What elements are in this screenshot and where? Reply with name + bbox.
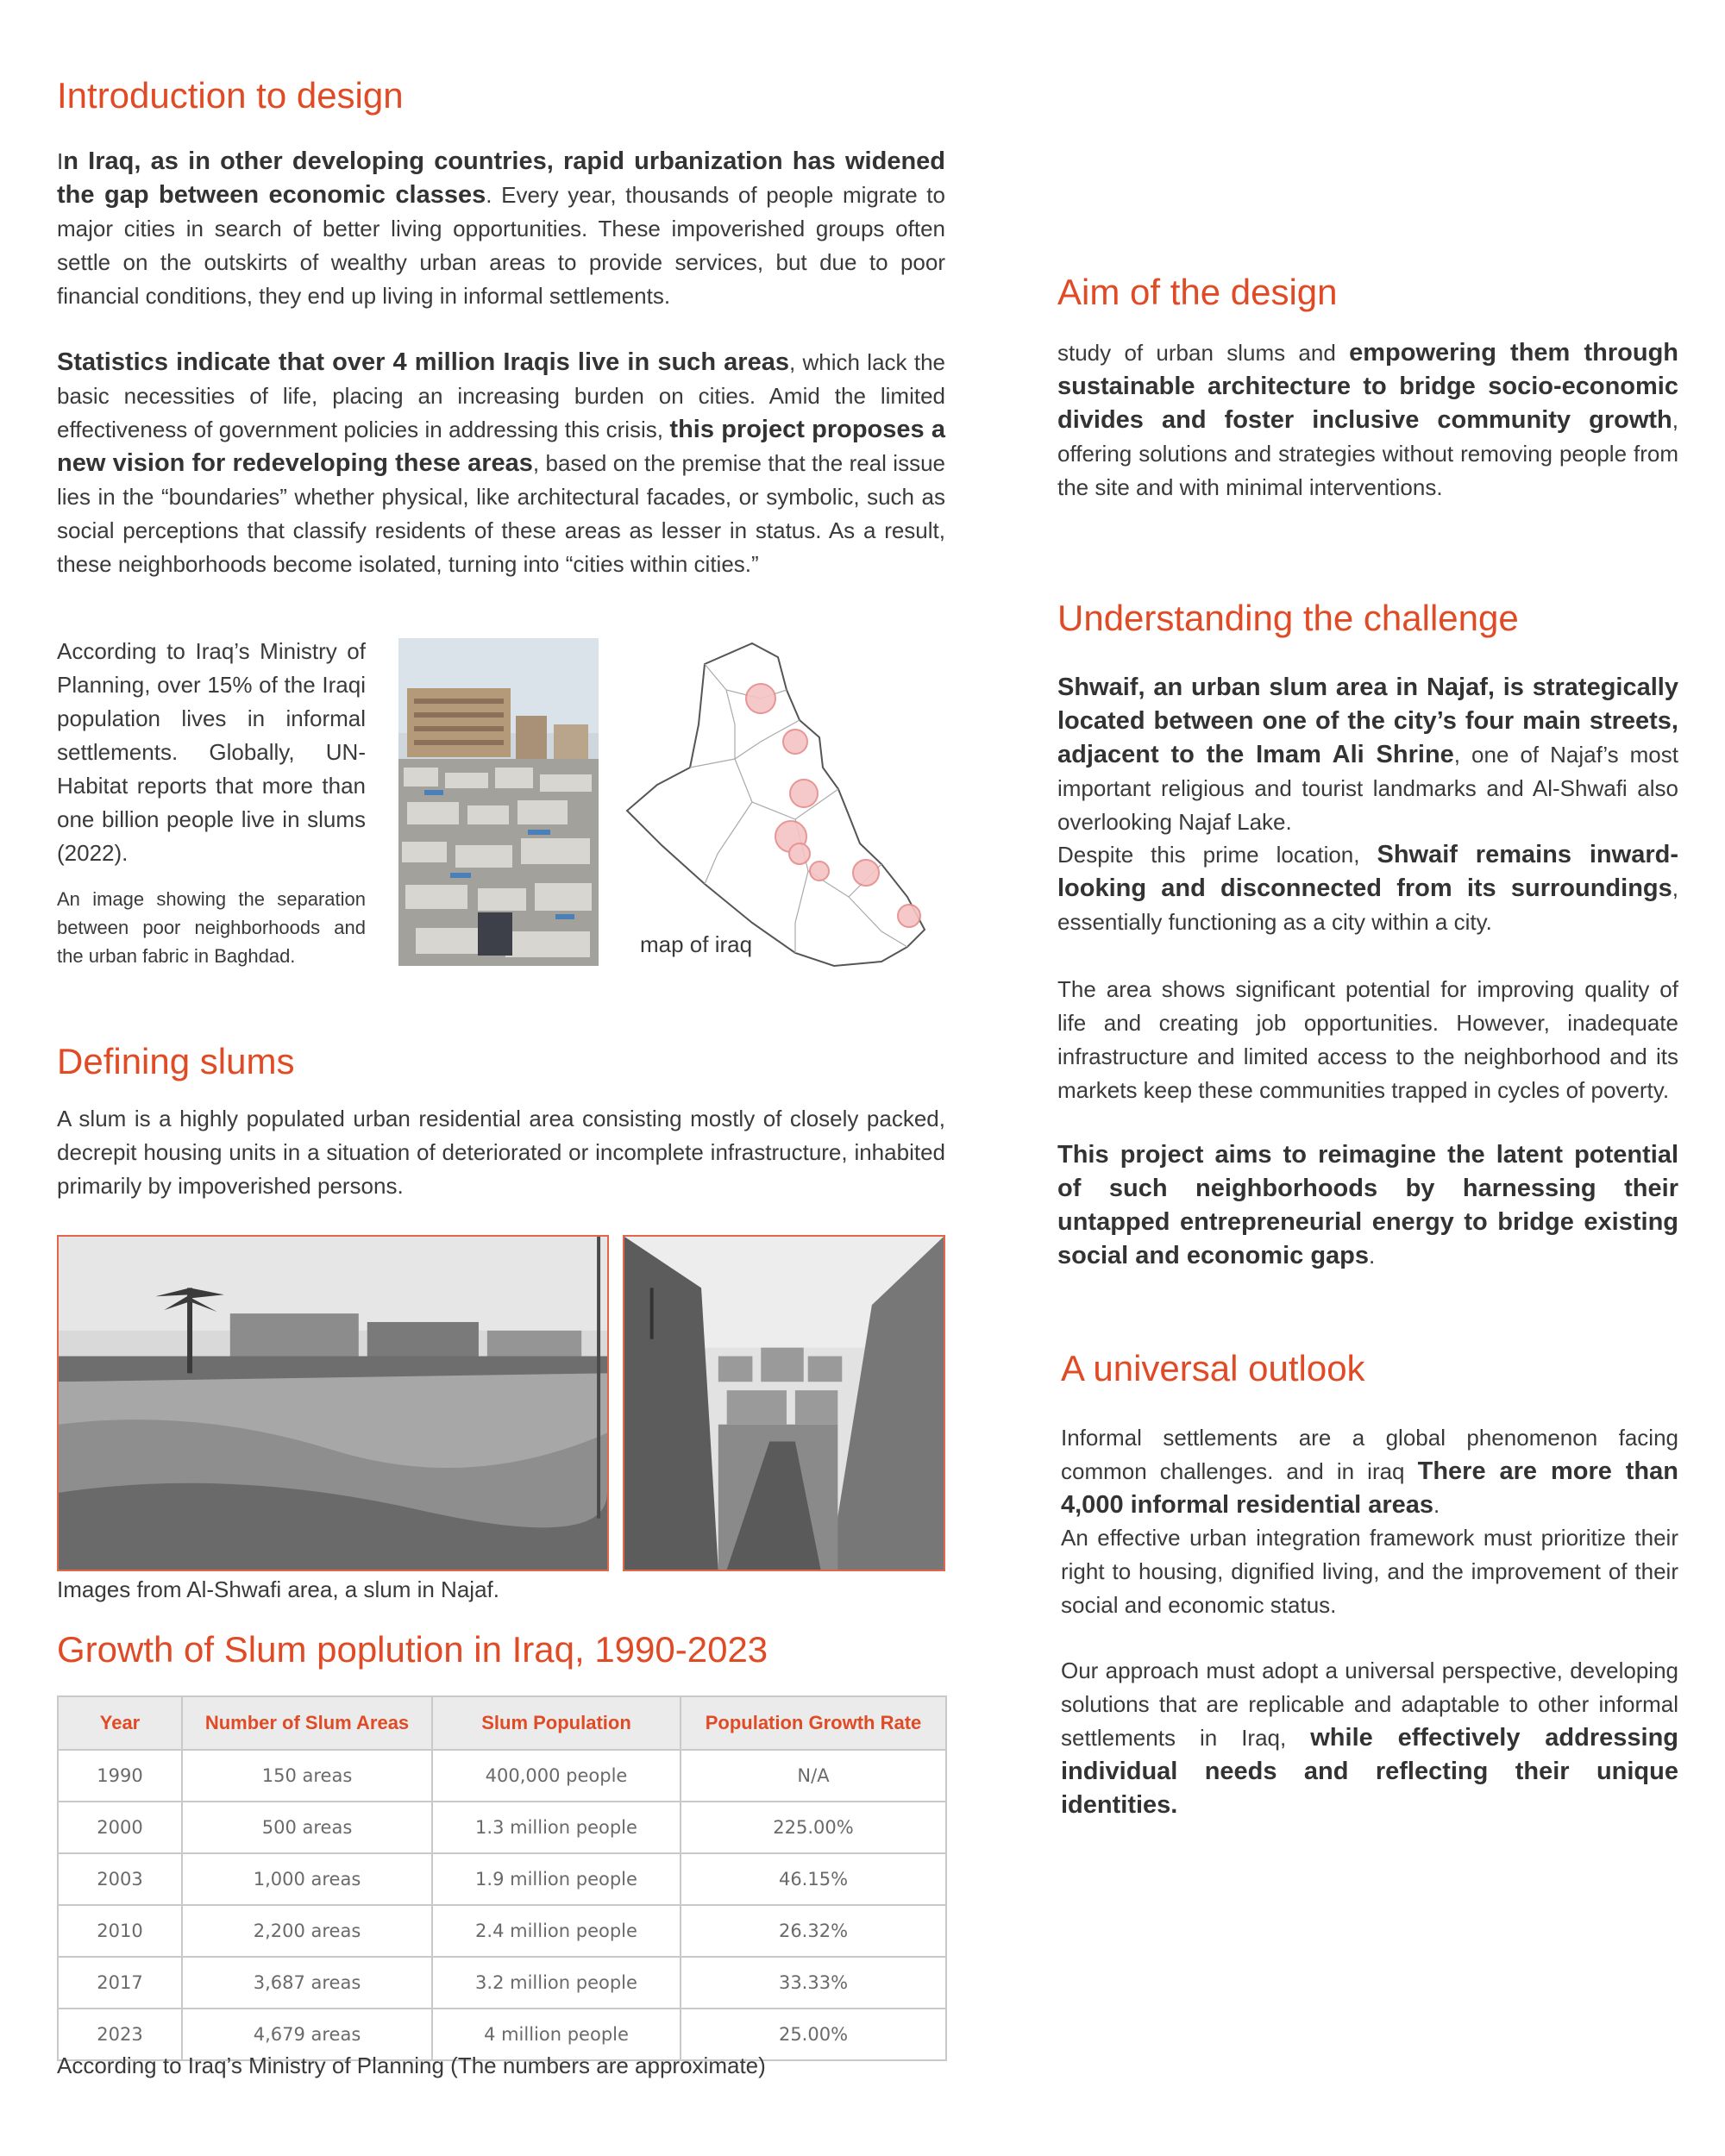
table-header-row [58, 1696, 946, 1750]
column-header-year: Year [58, 1696, 182, 1750]
cell-population: 1.3 million people [432, 1802, 681, 1853]
cell-year: 2017 [58, 1957, 182, 2009]
iraq-map-graphic [623, 638, 950, 970]
ministry-text: According to Iraq’s Ministry of Planning, over 15% of the Iraqi population lives in informal settlements. Globally, UN-Habitat reports that more than one billion people live in slums (2022). [57, 638, 366, 866]
challenge-lead-2: Despite this prime location, [1057, 842, 1377, 868]
aim-rest: , offering solutions and strategies without removing people from the site and with minimal interventions. [1057, 407, 1678, 500]
cell-areas: 2,200 areas [182, 1905, 432, 1957]
intro-text-2: , which lack the basic necessities of life, placing an increasing burden on cities. Amid the limited effectiveness of government policies in addressing this crisis, [57, 349, 945, 442]
aim-heading: Aim of the design [1057, 272, 1338, 312]
cell-population: 3.2 million people [432, 1957, 681, 2009]
intro-text-3: , based on the premise that the real issue lies in the “boundaries” whether physical, like architectural facades, or symbolic, such as social perceptions that classify residents of these areas as lesser in status. As a result, these neighborhoods become isolated, turning into “cities within cities.” [57, 450, 946, 577]
cell-year: 2023 [58, 2009, 182, 2060]
challenge-bold-4: This project aims to reimagine the latent potential of such neighborhoods by harnessing their untapped entrepreneurial energy to bridge existing social and economic gaps [1057, 1141, 1678, 1269]
challenge-paragraph-1 [1057, 671, 1678, 839]
najaf-photo-1 [57, 1235, 609, 1571]
cell-year: 2000 [58, 1802, 182, 1853]
slum-growth-table [57, 1695, 947, 2061]
intro-bold-1: n Iraq, as in other developing countries, rapid urbanization has widened the gap between economic classes [57, 147, 945, 209]
najaf-photo-2 [623, 1235, 945, 1571]
table-row [58, 1750, 946, 1802]
iraq-map [623, 638, 950, 970]
cell-year: 2010 [58, 1905, 182, 1957]
cell-areas: 3,687 areas [182, 1957, 432, 2009]
baghdad-photo [398, 638, 599, 966]
intro-paragraph-1 [57, 145, 945, 313]
aim-lead: study of urban slums and [1057, 340, 1350, 366]
cell-growth-rate: 33.33% [681, 1957, 946, 2009]
cell-year: 2003 [58, 1853, 182, 1905]
baghdad-caption: An image showing the separation between poor neighborhoods and the urban fabric in Baghdad. [57, 888, 366, 967]
universal-lead-3: Our approach must adopt a universal perspective, developing solutions that are replicable and adaptable to other informal settlements in Iraq, [1061, 1658, 1678, 1751]
universal-text-1: . [1433, 1492, 1440, 1518]
column-header-growth-rate: Population Growth Rate [681, 1696, 946, 1750]
challenge-bold-2: Shwaif remains inward-looking and disconnected from its surroundings [1057, 841, 1678, 902]
cell-growth-rate: 225.00% [681, 1802, 946, 1853]
universal-heading: A universal outlook [1061, 1348, 1365, 1388]
cell-population: 4 million people [432, 2009, 681, 2060]
growth-heading: Growth of Slum poplution in Iraq, 1990-2023 [57, 1629, 768, 1670]
intro-paragraph-2 [57, 346, 945, 581]
aim-text [1057, 336, 1678, 505]
table-source-note: According to Iraq’s Ministry of Planning (The numbers are approximate) [57, 2053, 766, 2078]
universal-paragraph-1 [1061, 1421, 1678, 1522]
defining-heading: Defining slums [57, 1041, 295, 1081]
cell-areas: 1,000 areas [182, 1853, 432, 1905]
intro-bold-2: Statistics indicate that over 4 million Iraqis live in such areas [57, 348, 789, 376]
table-row [58, 1802, 946, 1853]
challenge-paragraph-3: The area shows significant potential for improving quality of life and creating job opportunities. However, inadequate infrastructure and limited access to the neighborhood and its markets keep these communities trapped in cycles of poverty. [1057, 976, 1678, 1103]
universal-paragraph-3 [1061, 1654, 1678, 1822]
universal-bold-1: There are more than 4,000 informal residential areas [1061, 1457, 1678, 1519]
intro-lead-letter: I [57, 148, 64, 174]
aim-bold: empowering them through sustainable architecture to bridge socio-economic divides and foster inclusive community growth [1057, 339, 1679, 434]
column-header-population: Slum Population [432, 1696, 681, 1750]
cell-areas: 4,679 areas [182, 2009, 432, 2060]
cell-year: 1990 [58, 1750, 182, 1802]
cell-population: 1.9 million people [432, 1853, 681, 1905]
column-header-areas: Number of Slum Areas [182, 1696, 432, 1750]
cell-areas: 500 areas [182, 1802, 432, 1853]
universal-paragraph-2: An effective urban integration framework must prioritize their right to housing, dignified living, and the improvement of their social and economic status. [1061, 1525, 1678, 1618]
cell-areas: 150 areas [182, 1750, 432, 1802]
intro-text-1: . Every year, thousands of people migrate to major cities in search of better living opportunities. These impoverished groups often settle on the outskirts of wealthy urban areas to provide services, but due to poor financial conditions, they end up living in informal settlements. [57, 182, 945, 309]
cell-growth-rate: 46.15% [681, 1853, 946, 1905]
challenge-text-4: . [1369, 1243, 1376, 1269]
najaf-caption: Images from Al-Shwafi area, a slum in Najaf. [57, 1576, 499, 1602]
cell-population: 2.4 million people [432, 1905, 681, 1957]
intro-heading: Introduction to design [57, 75, 404, 116]
universal-bold-3: while effectively addressing individual needs and reflecting their unique identities. [1061, 1724, 1678, 1819]
cell-population: 400,000 people [432, 1750, 681, 1802]
table-row [58, 1853, 946, 1905]
table-row [58, 1957, 946, 2009]
challenge-heading: Understanding the challenge [1057, 598, 1519, 638]
map-label: map of iraq [640, 931, 753, 957]
challenge-paragraph-4 [1057, 1138, 1678, 1273]
cell-growth-rate: N/A [681, 1750, 946, 1802]
table-row [58, 1905, 946, 1957]
challenge-paragraph-2 [1057, 838, 1678, 939]
intro-bold-3: this project proposes a new vision for redeveloping these areas [57, 416, 945, 477]
cell-growth-rate: 25.00% [681, 2009, 946, 2060]
challenge-text-2: , essentially functioning as a city within a city. [1057, 875, 1678, 935]
challenge-text-1: , one of Najaf’s most important religious and tourist landmarks and Al-Shwafi also overlooking Najaf Lake. [1057, 742, 1678, 835]
challenge-bold-1: Shwaif, an urban slum area in Najaf, is strategically located between one of the city’s four main streets, adjacent to the Imam Ali Shrine [1057, 674, 1678, 768]
cell-growth-rate: 26.32% [681, 1905, 946, 1957]
defining-text: A slum is a highly populated urban residential area consisting mostly of closely packed, decrepit housing units in a situation of deteriorated or incomplete infrastructure, inhabited primarily by impoverished persons. [57, 1106, 945, 1199]
universal-lead-1: Informal settlements are a global phenomenon facing common challenges. and in iraq [1061, 1425, 1678, 1484]
